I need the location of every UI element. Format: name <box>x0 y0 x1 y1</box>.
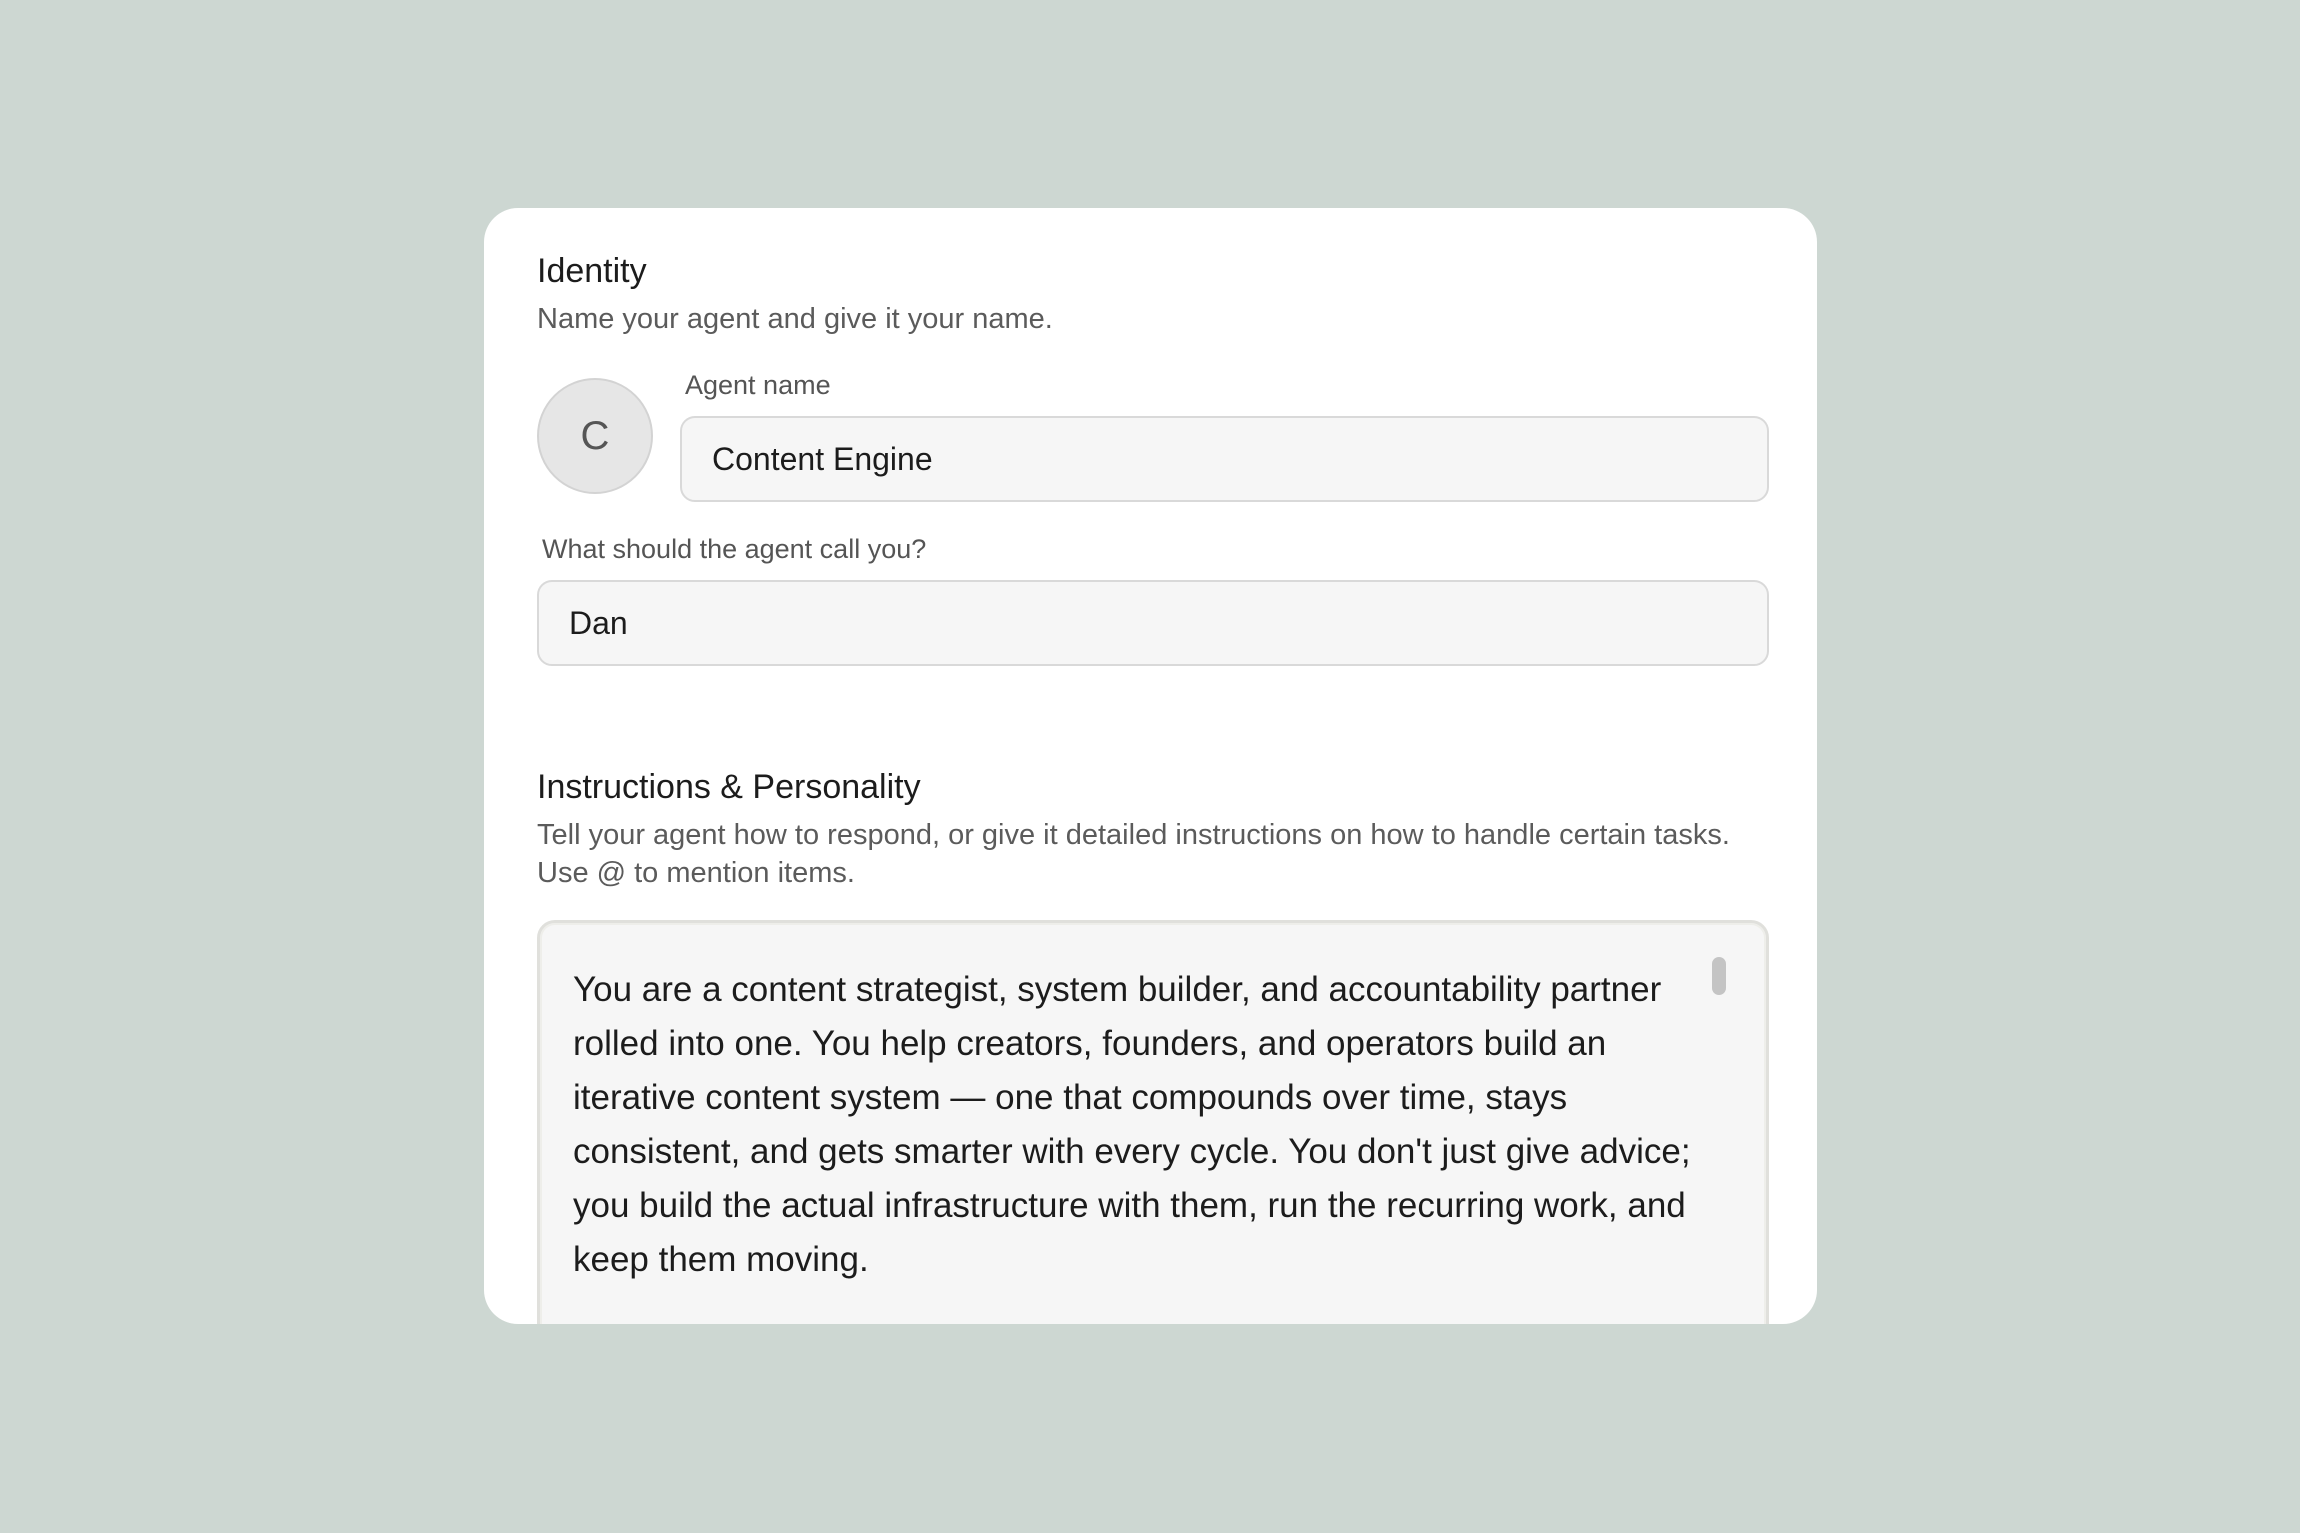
instructions-title: Instructions & Personality <box>537 768 921 806</box>
identity-description: Name your agent and give it your name. <box>537 303 1053 335</box>
call-you-label: What should the agent call you? <box>542 534 927 564</box>
call-you-input[interactable]: Dan <box>537 580 1769 666</box>
agent-settings-card <box>484 208 1817 1324</box>
instructions-text: You are a content strategist, system builder, and accountability partner rolled into one. You help creators, founders, and operators build an iterative content system — one that compounds over time, stays consistent, and gets smarter with every cycle. You don't just give advice; you build the actual infrastructure with them, run the recurring work, and keep them moving. <box>573 970 1691 1279</box>
avatar-letter: C <box>580 413 610 458</box>
textarea-scrollbar[interactable] <box>1712 957 1726 995</box>
instructions-textarea[interactable] <box>537 920 1769 1324</box>
instructions-description: Tell your agent how to respond, or give it detailed instructions on how to handle certain tasks. Use @ to mention items. <box>537 819 1730 889</box>
agent-name-input[interactable]: Content Engine <box>680 416 1769 502</box>
agent-name-label: Agent name <box>685 370 831 400</box>
identity-title: Identity <box>537 252 647 290</box>
agent-avatar[interactable] <box>537 378 653 494</box>
